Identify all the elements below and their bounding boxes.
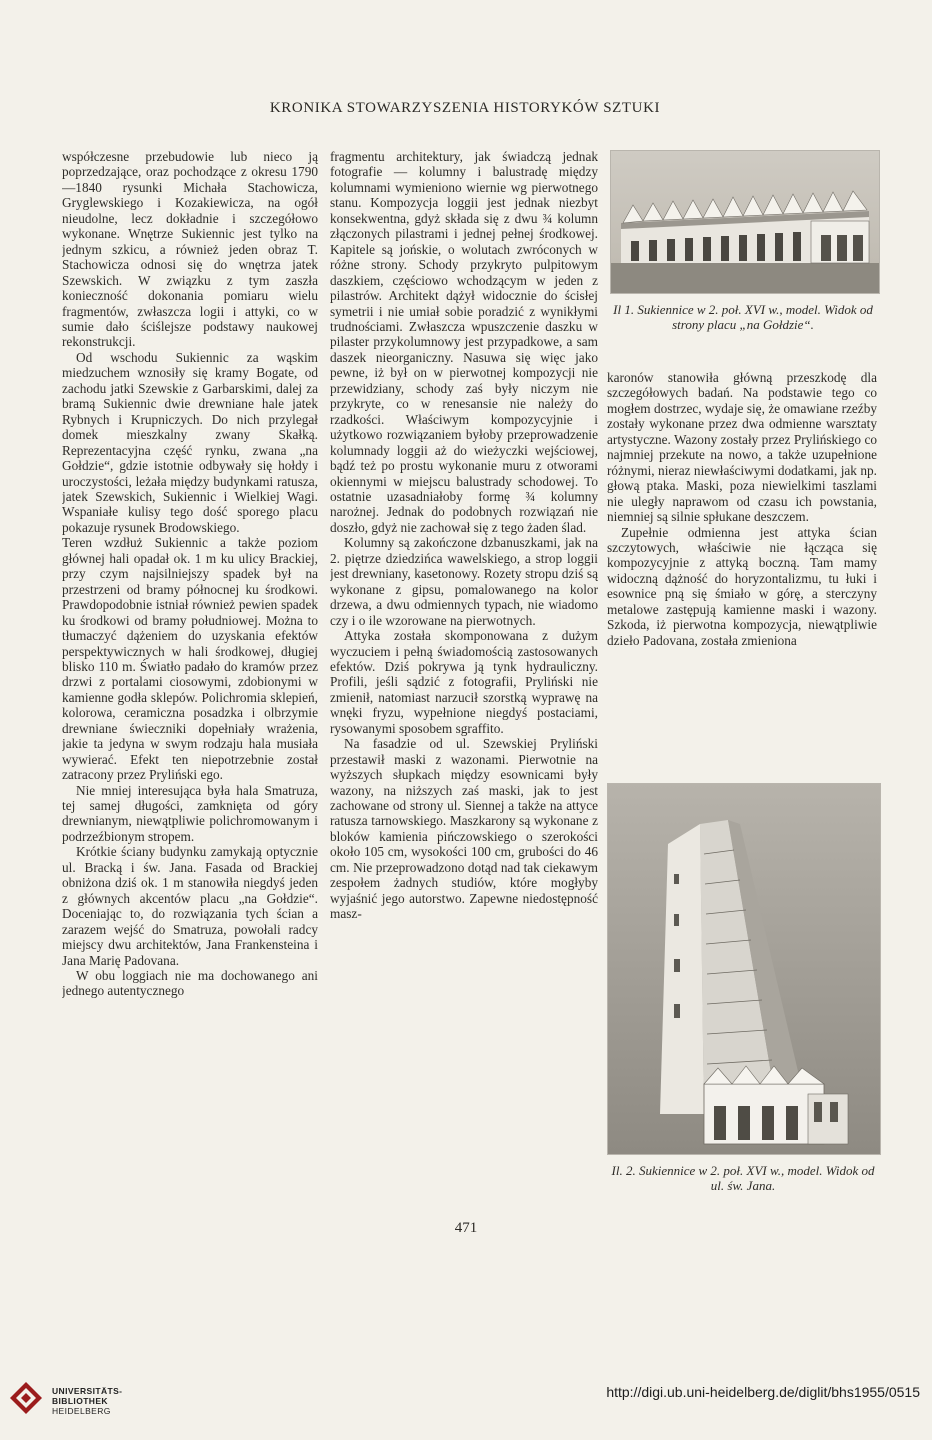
figure-1-photo (610, 150, 880, 294)
digitization-footer (0, 1365, 932, 1440)
paragraph: Zupełnie odmienna jest attyka ścian szczytowych, właściwie nie łącząca się kompozycyjnie z attyką boczną. Tam mamy widoczną dążność do horyzontalizmu, tu łuki i esownice pną się śmiało w górę, a sterczyny metalowe zastępują kamienne maski i wazony. Szkoda, iż pierwotna kompozycja, niewątpliwie dzieło Padovana, została zmieniona (607, 524, 877, 648)
paragraph: Nie mniej interesująca była hala Smatruza, tej samej długości, zamknięta od góry drewnianym, niewątpliwie polichromowanym i podrzeźbionym stropem. (62, 782, 318, 844)
paragraph: Teren wzdłuż Sukiennic a także poziom głównej hali opadał ok. 1 m ku ulicy Brackiej, przy czym najsilniejszy spadek był na przestrzeni od bramy północnej ku środkowi. Prawdopodobnie istniał również pewien spadek ku środkowi od bramy południowej. Można to tłumaczyć dążeniem do uzyskania efektów perspektywicznych w hali środkowej, długiej blisko 110 m. Światło padało do kramów przez drzwi z portalami ciosowymi, zdobionymi w kamienne godła sklepów. Polichromia sklepień, kolorowa, ceramiczna posadzka i olbrzymie drewniane świeczniki dopełniały wrażenia, jakie ta jedyna w swym rodzaju hala musiała wywierać. Efekt ten niepotrzebnie został zatracony przez Pryliński ego. (62, 535, 318, 783)
text-column-3 (607, 370, 877, 740)
paragraph: Krótkie ściany budynku zamykają optycznie ul. Bracką i św. Jana. Fasada od Brackiej obniżona dziś ok. 1 m stanowiła niegdyś jeden z głównych akcentów placu „na Gołdzie“. Doceniając to, do rozwiązania tych ścian a zarazem wejść do Smatruza, powołali radcy miejscy dwu architektów, Jana Frankensteina i Jana Marię Padovana. (62, 844, 318, 968)
library-line-3: HEIDELBERG (52, 1406, 111, 1416)
library-name (52, 1386, 122, 1416)
figure-2-photo (607, 783, 881, 1155)
paragraph: W obu loggiach nie ma dochowanego ani jednego autentycznego (62, 968, 318, 999)
figure-1-caption: Il 1. Sukiennice w 2. poł. XVI w., model. Widok od strony placu „na Gołdzie“. (613, 302, 873, 332)
paragraph: karonów stanowiła główną przeszkodę dla szczegółowych badań. Na podstawie tego co mogłem dostrzec, wydaje się, że omawiane rzeźby zostały wykonane przez dwa odmienne warsztaty artystyczne. Wazony zostały przez Prylińskiego co najmniej przekute na nowo, a także uzupełnione różnymi, nieraz niewłaściwymi dodatkami, jak np. głową ptaka. Maski, poza niewielkimi taszlami nie uległy naprawom od czasu ich powstania, niemniej są silnie spłukane deszczem. (607, 370, 877, 525)
sukiennice-model-side-image (608, 784, 880, 1154)
paragraph: Attyka została skomponowana z dużym wyczuciem i pełną świadomością zastosowanych efektów. Dziś pokrywa ją tynk hydrauliczny. Profili, jeśli sądzić z fotografii, Pryliński nie zmienił, natomiast narzucił szorstką wyprawę na wnęki fryzu, wypełnione niegdyś postaciami, rysowanymi sposobem sgraffito. (330, 628, 598, 736)
text-column-1 (62, 149, 318, 1199)
paragraph: współczesne przebudowie lub nieco ją poprzedzające, oraz pochodzące z okresu 1790—1840 rysunki Michała Stachowicza, Gryglewskiego i Kozakiewicza, na ogół nieudolne, lecz dokładnie i szczegółowo wykonane. Wnętrze Sukiennic jest tylko na jednym szkicu, a również jeden obraz T. Stachowicza odnosi się do wnętrza jatek Szewskich. W związku z tym zaszła konieczność dokonania pomiaru wielu fragmentów, zwłaszcza logii i attyki, co w sumie dało ściślejsze podstawy naukowej rekonstrukcji. (62, 149, 318, 350)
paragraph: fragmentu architektury, jak świadczą jednak fotografie — kolumny i balustradę między kolumnami wymieniono wiernie wg pierwotnego stanu. Kompozycja loggii jest jednak niezbyt konsekwentna, gdyż składa się z dwu ¾ kolumn złączonych pilastrami i jednej pełnej środkowej. Kapitele są jońskie, o wolutach zwróconych w różne strony. Schody przykryto pulpitowym daszkiem, częściowo wchodzącym w jeden z pilastrów. Architekt dążył widocznie do ścisłej symetrii i nie umiał sobie poradzić z wynikłymi trudnościami. Zwłaszcza wpuszczenie daszku w pilaster przykolumnowy jest przypadkowe, a sam daszek nieorganiczny. Nasuwa się więc jako pewne, iż był on w pierwotnej kompozycji nie przewidziany, schody zaś były niczym nie przykryte, co w renesansie nie należy do rzadkości. Właściwym kompozycyjnie i użytkowo rozwiązaniem byłoby przeprowadzenie kolumnady loggii aż do wieżyczki wejściowej, bądź też po prostu wykonanie muru z otworami okiennymi w miejscu balustrady schodowej. To ostatnie uzasadniałoby formę ¾ kolumny narożnej. Jednak do podobnych rozwiązań nie doszło, gdyż nie zachował się z tego żaden ślad. (330, 149, 598, 535)
source-url-link[interactable]: http://digi.ub.uni-heidelberg.de/diglit/bhs1955/0515 (606, 1384, 920, 1400)
text-column-2 (330, 149, 598, 1199)
running-head: KRONIKA STOWARZYSZENIA HISTORYKÓW SZTUKI (269, 100, 661, 116)
paragraph: Kolumny są zakończone dzbanuszkami, jak na 2. piętrze dziedzińca wawelskiego, a strop loggii jest drewniany, kasetonowy. Rozety stropu dziś są wykonane z gipsu, pomalowanego na kolor drzewa, a dwu odmiennych typach, nie wiadomo czy i o ile wzorowane na pierwotnych. (330, 535, 598, 628)
sukiennice-model-front-image (611, 151, 879, 293)
library-logo-icon (8, 1380, 44, 1416)
library-line-2: BIBLIOTHEK (52, 1396, 108, 1406)
figure-2-caption: Il. 2. Sukiennice w 2. poł. XVI w., model. Widok od ul. św. Jana. (611, 1163, 875, 1193)
library-line-1: UNIVERSITÄTS- (52, 1386, 123, 1396)
paragraph: Na fasadzie od ul. Szewskiej Pryliński przestawił maski z wazonami. Pierwotnie na wyższych słupkach między esownicami były wazony, na niższych zaś maski, jak to jest zachowane od strony ul. Siennej a także na attyce ratusza tarnowskiego. Maszkarony są wykonane z bloków kamienia pińczowskiego o szerokości około 105 cm, wysokości 100 cm, grubości do 46 cm. Nie przeprowadzono dotąd nad tak ciekawym zespołem żadnych studiów, które mogłyby wyjaśnić jego autorstwo. Zapewne niedostępność masz- (330, 736, 598, 922)
paragraph: Od wschodu Sukiennic za wąskim miedzuchem wznosiły się kramy Bogate, od zachodu jatki Szewskie z Garbarskimi, dalej za bramą Sukiennic dwie drewniane hale jatek Rybnych i Krupniczych. Do nich przylegał domek mieszkalny zwany Skałką. Reprezentacyjna część rynku, zwana „na Gołdzie“, gdzie istotnie odbywały się hołdy i uroczystości, leżała między budynkami ratusza, jatek Szewskich, Sukiennic i Wielkiej Wagi. Wspaniałe kulisy tego dość sporego placu pokazuje rysunek Brodowskiego. (62, 349, 318, 535)
page-number: 471 (454, 1220, 478, 1236)
